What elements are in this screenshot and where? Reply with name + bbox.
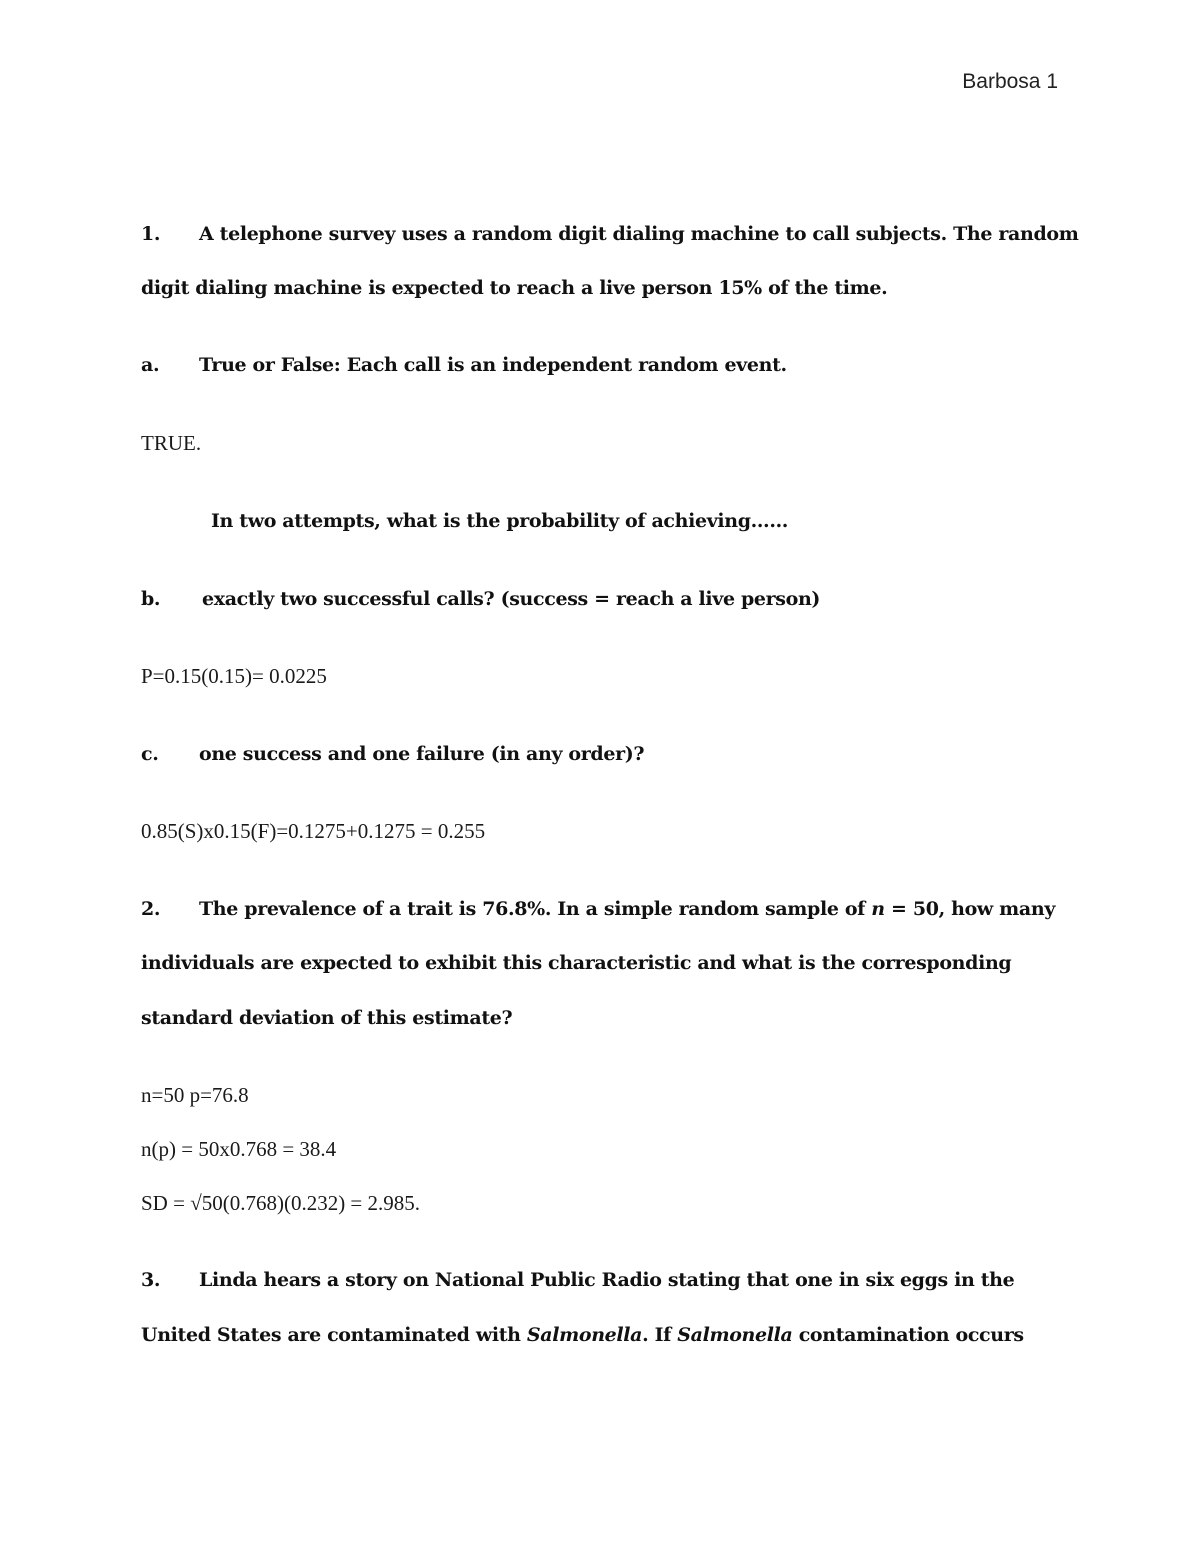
question-2-line-1 (141, 900, 1055, 919)
question-3-number: 3. (141, 1269, 161, 1291)
question-2-text-1a: The prevalence of a trait is 76.8%. In a simple random sample of (199, 898, 872, 920)
question-1a-label: a. (141, 354, 160, 376)
question-1c-text: one success and one failure (in any order)? (199, 743, 645, 765)
question-1b-text: exactly two successful calls? (success = reach a live person) (202, 588, 821, 610)
question-1-line-1 (141, 225, 1079, 244)
answer-1a: TRUE. (141, 431, 202, 455)
question-1c-label: c. (141, 743, 159, 765)
question-1-lead-in: In two attempts, what is the probability of achieving…… (211, 510, 788, 532)
question-2-line-3: standard deviation of this estimate? (141, 1007, 513, 1029)
question-1-text-1: A telephone survey uses a random digit dialing machine to call subjects. The random (199, 223, 1079, 245)
answer-2-line-1: n=50 p=76.8 (141, 1083, 249, 1107)
question-3-text-2b: . If (642, 1324, 678, 1346)
answer-2-line-2: n(p) = 50x0.768 = 38.4 (141, 1137, 337, 1161)
question-2-line-2: individuals are expected to exhibit this characteristic and what is the corresponding (141, 952, 1012, 974)
answer-2-line-3: SD = √50(0.768)(0.232) = 2.985. (141, 1191, 421, 1215)
question-3-line-2 (141, 1326, 1024, 1345)
question-1a-text: True or False: Each call is an independent random event. (199, 354, 787, 376)
question-1b (141, 590, 820, 609)
question-1-number: 1. (141, 223, 161, 245)
question-1a (141, 356, 787, 375)
question-3-organism-2: Salmonella (677, 1324, 793, 1346)
question-3-organism-1: Salmonella (526, 1324, 643, 1346)
question-3-line-1 (141, 1271, 1014, 1290)
answer-1c: 0.85(S)x0.15(F)=0.1275+0.1275 = 0.255 (141, 819, 486, 843)
question-1-line-2: digit dialing machine is expected to reach a live person 15% of the time. (141, 277, 888, 299)
question-2-text-1b: = 50, how many (884, 898, 1056, 920)
question-3-text-2c: contamination occurs (792, 1324, 1024, 1346)
question-3-text-2a: United States are contaminated with (141, 1324, 527, 1346)
question-2-variable: n (871, 898, 885, 920)
question-3-text-1: Linda hears a story on National Public Radio stating that one in six eggs in the (199, 1269, 1015, 1291)
question-1b-label: b. (141, 588, 161, 610)
question-1c (141, 745, 644, 764)
running-head: Barbosa 1 (962, 70, 1058, 93)
answer-1b: P=0.15(0.15)= 0.0225 (141, 664, 327, 688)
question-2-number: 2. (141, 898, 161, 920)
